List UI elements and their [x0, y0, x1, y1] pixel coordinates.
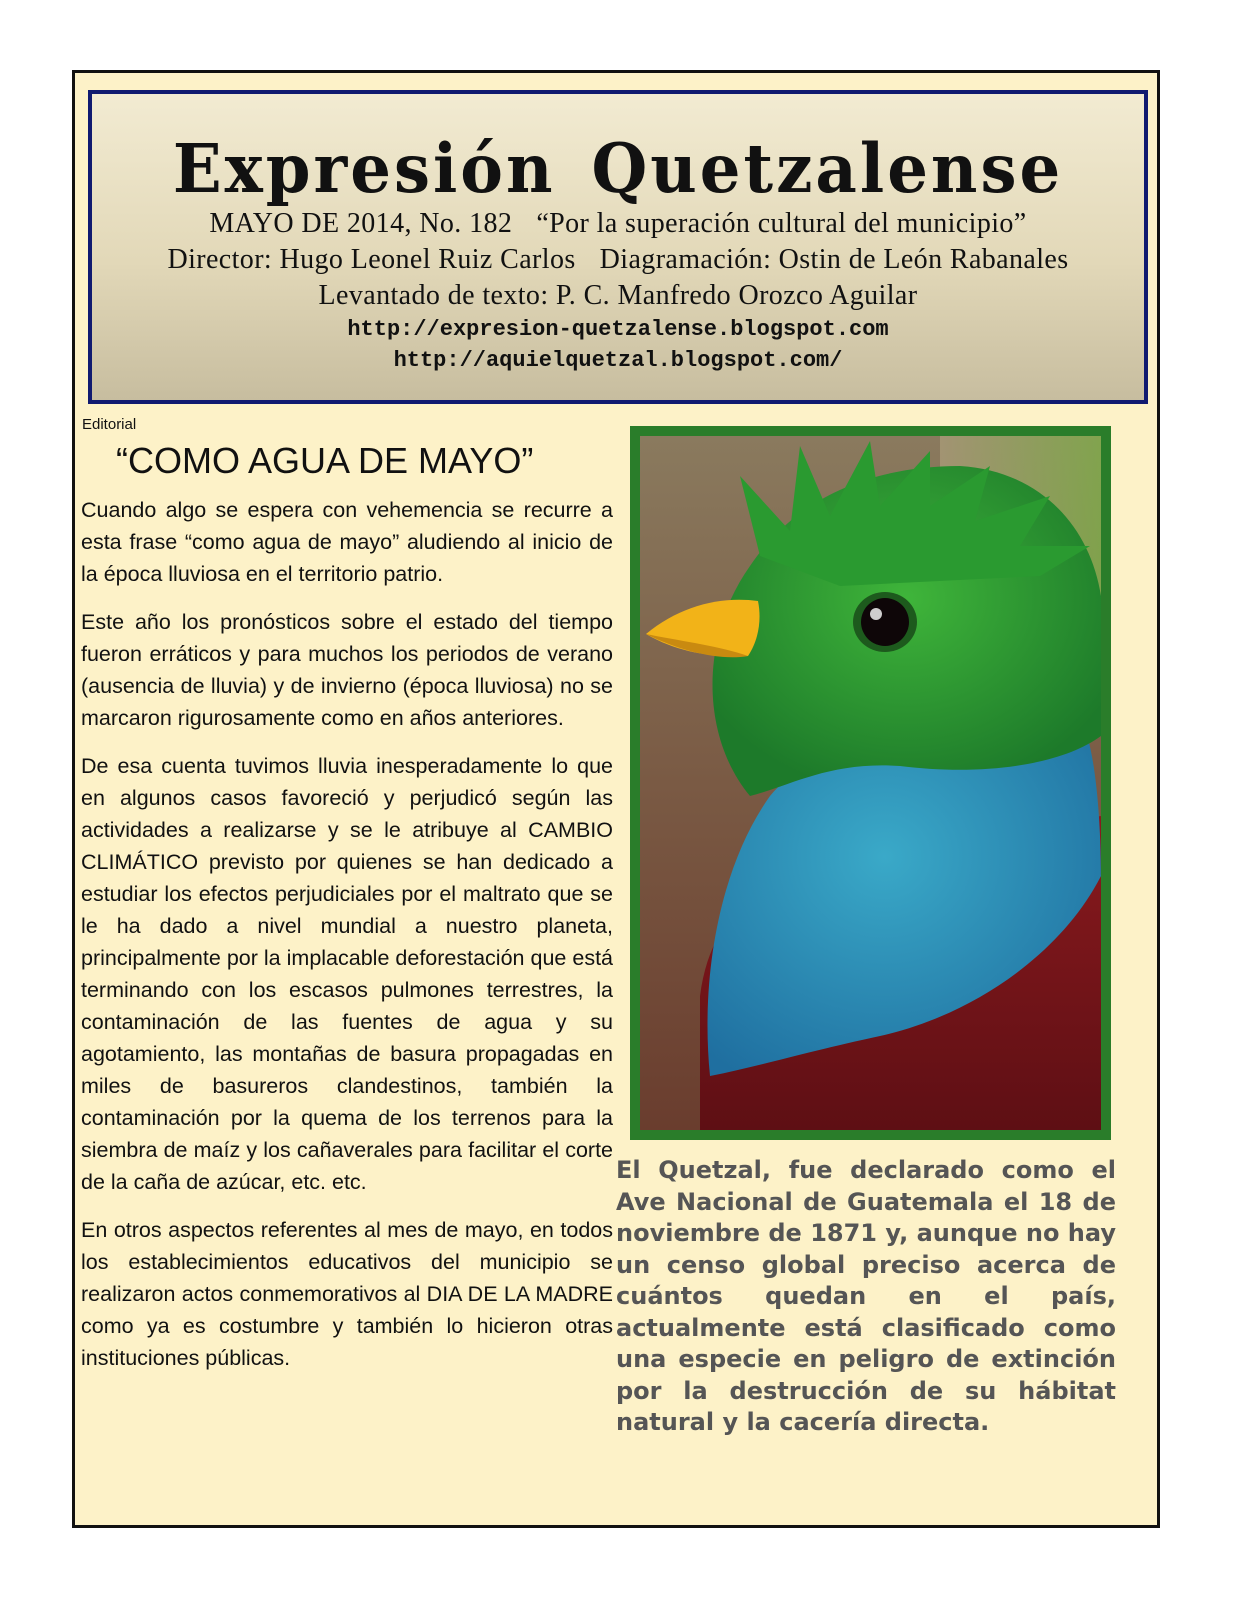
section-label: Editorial — [82, 416, 137, 433]
newspaper-title: Expresión Quetzalense — [172, 130, 1064, 209]
article-headline: “COMO AGUA DE MAYO” — [116, 440, 534, 481]
quetzal-photo-frame — [630, 426, 1111, 1140]
quetzal-photo — [640, 436, 1101, 1130]
issue-line — [92, 206, 1144, 242]
credits-line — [92, 242, 1144, 278]
paragraph: En otros aspectos referentes al mes de mayo, en todos los establecimientos educativos del municipio se realizaron actos conmemorativos al DIA DE LA MADRE como ya es costumbre y también lo hicieron otras instituciones públicas. — [81, 1218, 613, 1370]
slogan: “Por la superación cultural del municipio” — [536, 208, 1027, 239]
photo-caption: El Quetzal, fue declarado como el Ave Nacional de Guatemala el 18 de noviembre de 1871 y, aunque no hay un censo global preciso acerca de cuántos quedan en el país, actualmente está clasificado como una especie en peligro de extinción por la destrucción de su hábitat natural y la cacería directa. — [616, 1156, 1116, 1436]
issue-info: MAYO DE 2014, No. 182 — [209, 208, 513, 239]
article-body — [81, 494, 613, 1390]
layout-credit: Diagramación: Ostin de León Rabanales — [599, 244, 1069, 275]
paragraph: Cuando algo se espera con vehemencia se recurre a esta frase “como agua de mayo” aludiendo al inicio de la época lluviosa en el territorio patrio. — [81, 498, 613, 586]
blog-link-1[interactable]: http://expresion-quetzalense.blogspot.com — [347, 317, 889, 342]
masthead — [88, 90, 1148, 404]
typing-credit: Levantado de texto: P. C. Manfredo Orozco Aguilar — [318, 280, 918, 311]
blog-link-2[interactable]: http://aquielquetzal.blogspot.com/ — [393, 348, 843, 373]
director: Director: Hugo Leonel Ruiz Carlos — [167, 244, 576, 275]
paragraph: De esa cuenta tuvimos lluvia inesperadamente lo que en algunos casos favoreció y perjudicó según las actividades a realizarse y se le atribuye al CAMBIO CLIMÁTICO previsto por quienes se han dedicado a estudiar los efectos perjudiciales por el maltrato que se le ha dado a nivel mundial a nuestro planeta, principalmente por la implacable deforestación que está terminando con los escasos pulmones terrestres, la contaminación de las fuentes de agua y su agotamiento, las montañas de basura propagadas en miles de basureros clandestinos, también la contaminación por la quema de los terrenos para la siembra de maíz y los cañaverales para facilitar el corte de la caña de azúcar, etc. etc. — [81, 754, 613, 1194]
paragraph: Este año los pronósticos sobre el estado del tiempo fueron erráticos y para muchos los periodos de verano (ausencia de lluvia) y de invierno (época lluviosa) no se marcaron rigurosamente como en años anteriores. — [81, 610, 613, 730]
